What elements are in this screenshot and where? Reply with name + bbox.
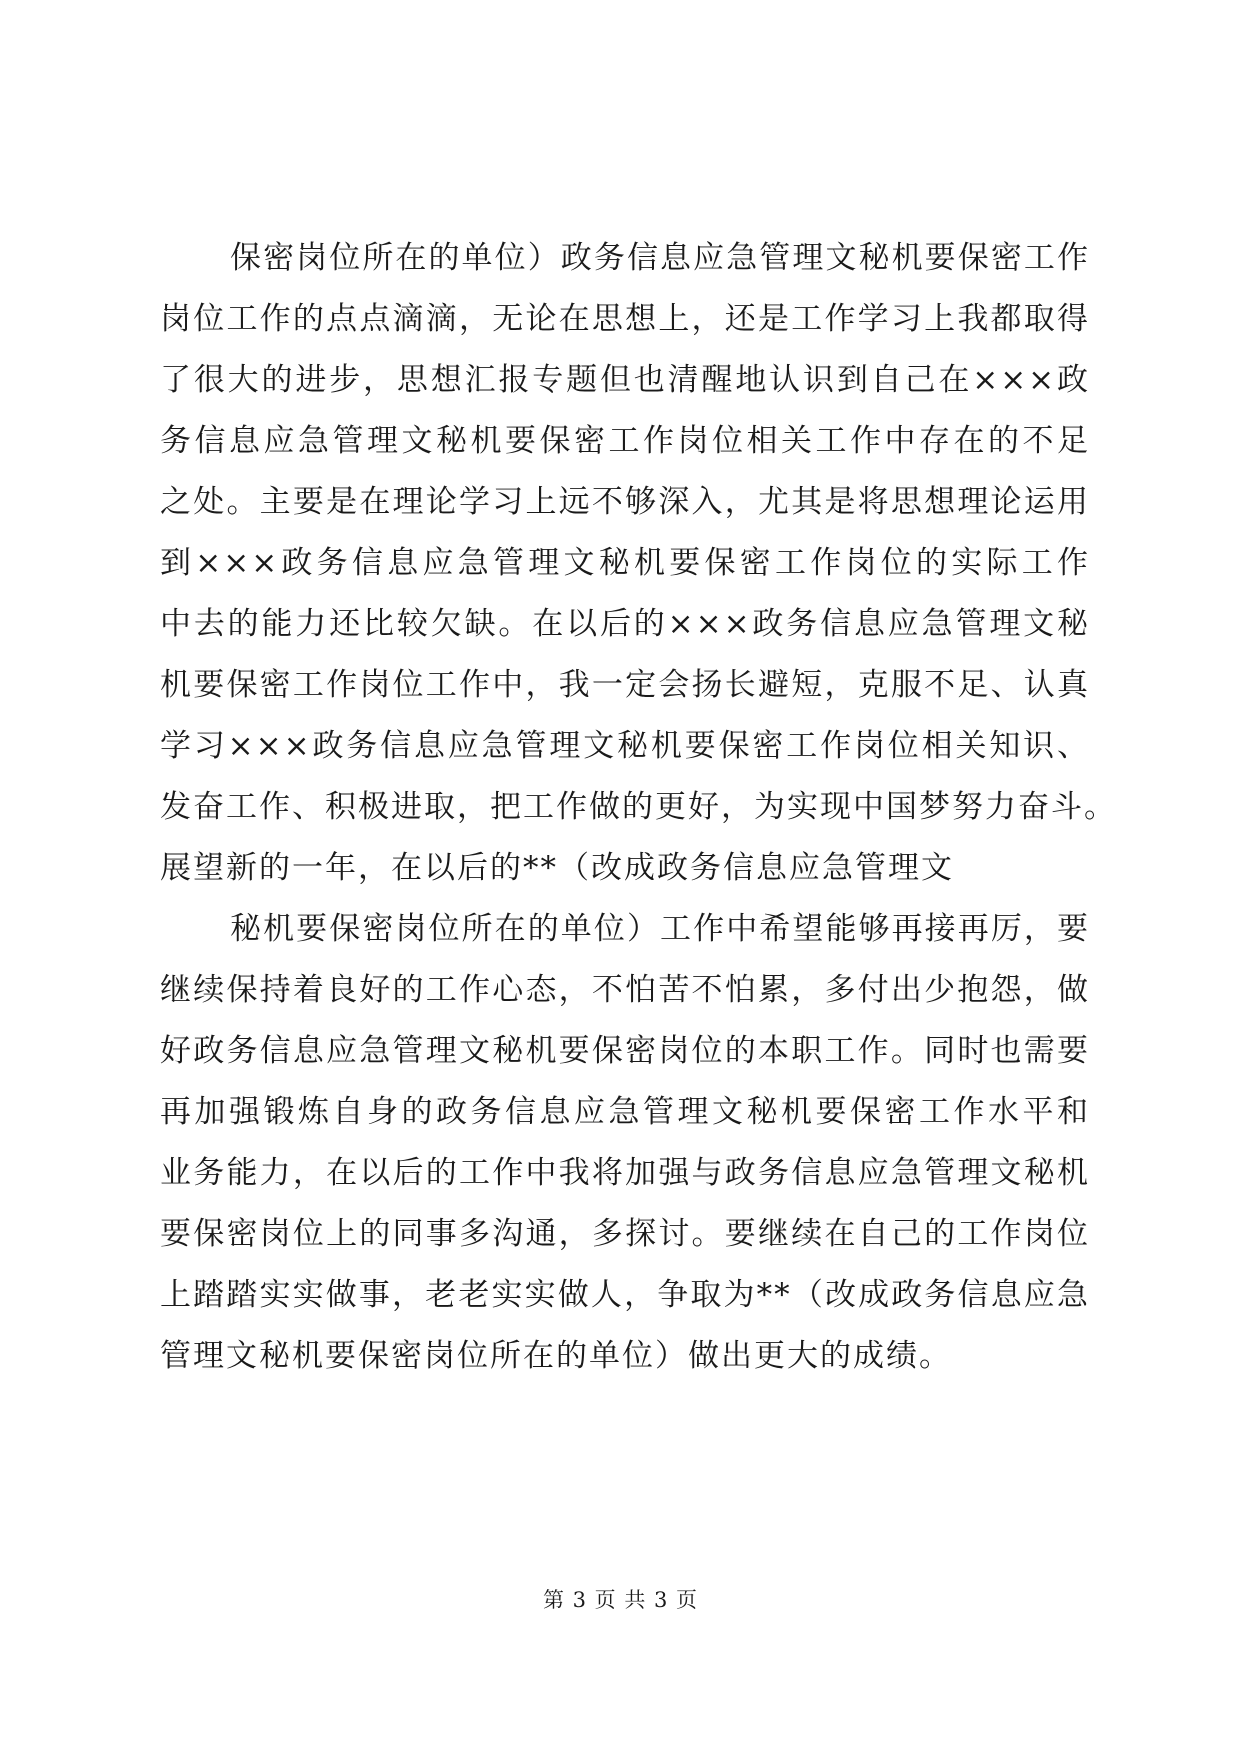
text-line: 要保密岗位上的同事多沟通，多探讨。要继续在自己的工作岗位 <box>160 1216 1090 1252</box>
text-line: 务信息应急管理文秘机要保密工作岗位相关工作中存在的不足 <box>160 423 1090 459</box>
text-line: 岗位工作的点点滴滴，无论在思想上，还是工作学习上我都取得 <box>160 301 1090 337</box>
text-line: 到×××政务信息应急管理文秘机要保密工作岗位的实际工作 <box>160 545 1090 581</box>
text-line: 发奋工作、积极进取，把工作做的更好，为实现中国梦努力奋斗。 <box>160 789 1117 825</box>
text-line: 继续保持着良好的工作心态，不怕苦不怕累，多付出少抱怨，做 <box>160 972 1090 1008</box>
text-line: 机要保密工作岗位工作中，我一定会扬长避短，克服不足、认真 <box>160 667 1090 703</box>
text-line: 好政务信息应急管理文秘机要保密岗位的本职工作。同时也需要 <box>160 1033 1090 1069</box>
text-line: 秘机要保密岗位所在的单位）工作中希望能够再接再厉，要 <box>230 911 1090 947</box>
text-line: 学习×××政务信息应急管理文秘机要保密工作岗位相关知识、 <box>160 728 1090 764</box>
text-line: 之处。主要是在理论学习上远不够深入，尤其是将思想理论运用 <box>160 484 1090 520</box>
text-line: 了很大的进步，思想汇报专题但也清醒地认识到自己在×××政 <box>160 362 1090 398</box>
body-text <box>160 228 1117 1387</box>
text-line: 中去的能力还比较欠缺。在以后的×××政务信息应急管理文秘 <box>160 606 1090 642</box>
text-line: 保密岗位所在的单位）政务信息应急管理文秘机要保密工作 <box>230 240 1090 276</box>
text-line: 管理文秘机要保密岗位所在的单位）做出更大的成绩。 <box>160 1338 952 1374</box>
text-line: 上踏踏实实做事，老老实实做人，争取为**（改成政务信息应急 <box>160 1277 1090 1313</box>
text-line: 业务能力，在以后的工作中我将加强与政务信息应急管理文秘机 <box>160 1155 1090 1191</box>
text-line: 再加强锻炼自身的政务信息应急管理文秘机要保密工作水平和 <box>160 1094 1090 1130</box>
page-number: 第 3 页 共 3 页 <box>542 1588 699 1612</box>
text-line: 展望新的一年，在以后的**（改成政务信息应急管理文 <box>160 850 954 886</box>
